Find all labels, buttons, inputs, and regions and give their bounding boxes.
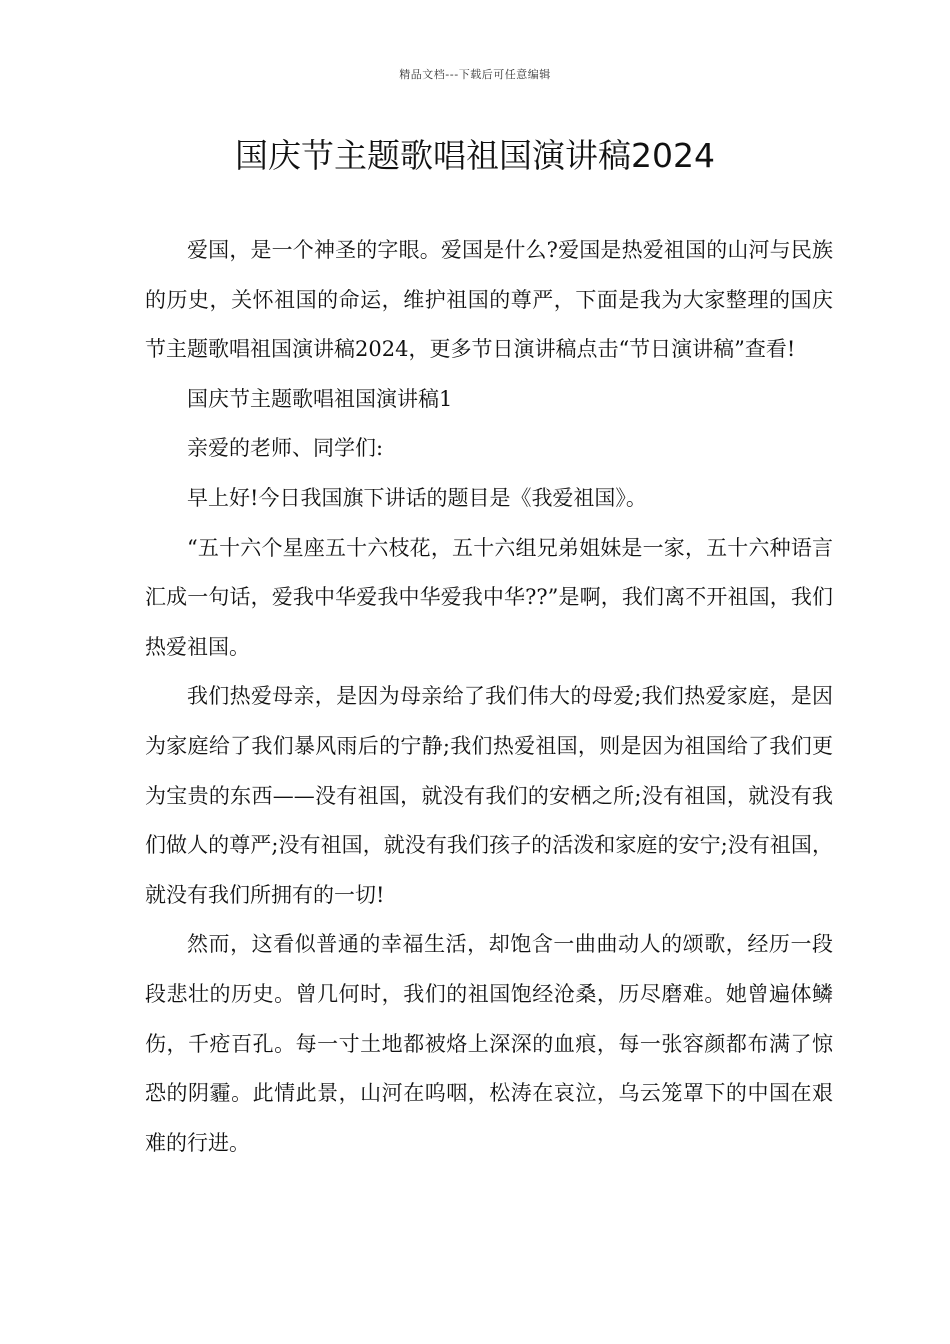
body-paragraph: 我们热爱母亲，是因为母亲给了我们伟大的母爱;我们热爱家庭，是因为家庭给了我们暴风雨后的宁静;我们热爱祖国，则是因为祖国给了我们更为宝贵的东西——没有祖国，就没有我们的安栖之所;没有祖国，就没有我们做人的尊严;没有祖国，就没有我们孩子的活泼和家庭的安宁;没有祖国，就没有我们所拥有的一切! bbox=[145, 684, 833, 907]
salutation: 亲爱的老师、同学们: bbox=[187, 436, 384, 461]
header-note: 精品文档---下载后可任意编辑 bbox=[399, 68, 551, 81]
document-title: 国庆节主题歌唱祖国演讲稿2024 bbox=[235, 136, 715, 175]
intro-paragraph: 爱国，是一个神圣的字眼。爱国是什么?爱国是热爱祖国的山河与民族的历史，关怀祖国的命运，维护祖国的尊严，下面是我为大家整理的国庆节主题歌唱祖国演讲稿2024，更多节日演讲稿点击“节日演讲稿”查看! bbox=[145, 238, 833, 362]
speech-heading: 国庆节主题歌唱祖国演讲稿1 bbox=[187, 386, 453, 411]
body-paragraph: “五十六个星座五十六枝花，五十六组兄弟姐妹是一家，五十六种语言汇成一句话，爱我中华爱我中华爱我中华??”是啊，我们离不开祖国，我们热爱祖国。 bbox=[145, 535, 833, 659]
document-body bbox=[145, 226, 833, 1168]
greeting-paragraph: 早上好!今日我国旗下讲话的题目是《我爱祖国》。 bbox=[187, 485, 647, 510]
body-paragraph: 然而，这看似普通的幸福生活，却饱含一曲曲动人的颂歌，经历一段段悲壮的历史。曾几何时，我们的祖国饱经沧桑，历尽磨难。她曾遍体鳞伤，千疮百孔。每一寸土地都被烙上深深的血痕，每一张容颜都布满了惊恐的阴霾。此情此景，山河在呜咽，松涛在哀泣，乌云笼罩下的中国在艰难的行进。 bbox=[145, 932, 833, 1155]
